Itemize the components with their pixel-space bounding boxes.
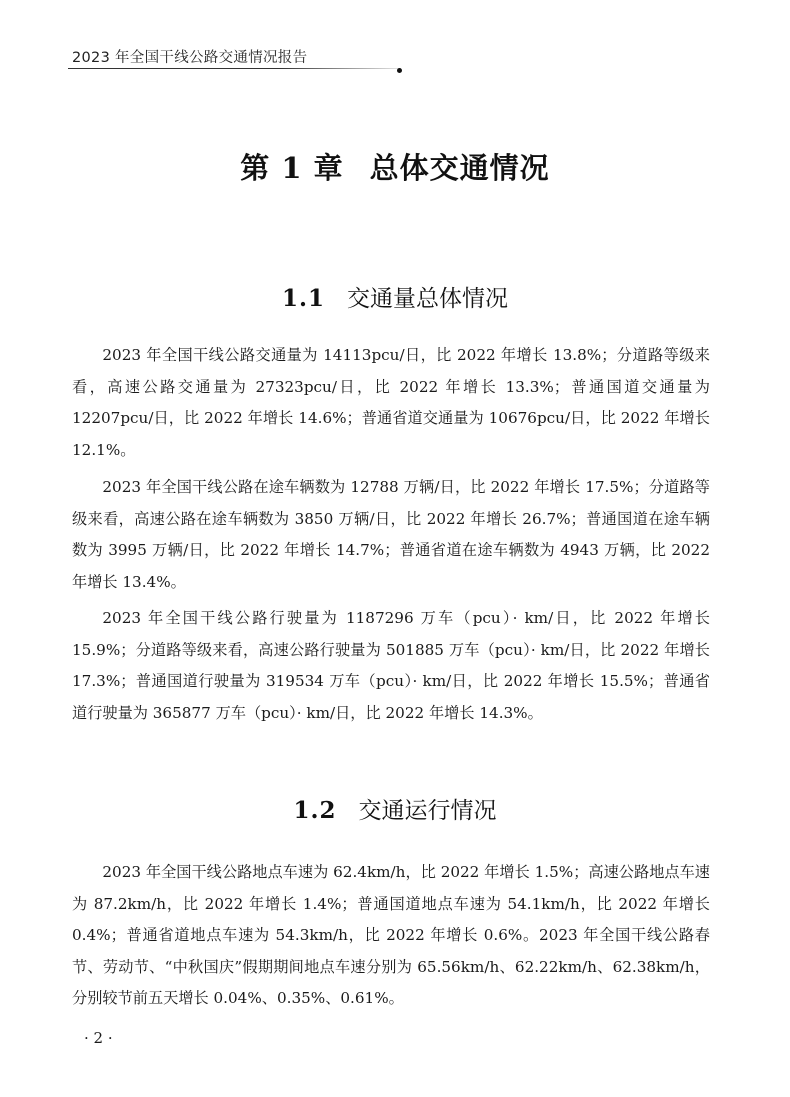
chapter-heading: 总体交通情况 (369, 151, 550, 185)
paragraph-traffic-volume: 2023 年全国干线公路交通量为 14113pcu/日，比 2022 年增长 13.8%；分道路等级来看，高速公路交通量为 27323pcu/日，比 2022 年增长 13.3%；普通国道交通量为 12207pcu/日，比 2022 年增长 14.6%；普通省道交通量为 10676pcu/日，比 2022 年增长 12.1%。 (72, 346, 710, 459)
section-title-1-1 (0, 280, 790, 313)
section-number: 1.2 (293, 797, 337, 824)
header-rule-fade (280, 68, 398, 70)
section-heading: 交通运行情况 (358, 798, 497, 824)
paragraph-vehicle-km: 2023 年全国干线公路行驶量为 1187296 万车（pcu）· km/日，比 2022 年增长 15.9%；分道路等级来看，高速公路行驶量为 501885 万车（pcu）· km/日，比 2022 年增长 17.3%；普通国道行驶量为 319534 万车（pcu）· km/日，比 2022 年增长 15.5%；普通省道行驶量为 365877 万车（pcu）· km/日，比 2022 年增长 14.3%。 (72, 609, 710, 722)
chapter-number: 第 1 章 (240, 151, 344, 185)
page-number: · 2 · (84, 1029, 113, 1047)
section-title-1-2 (0, 792, 790, 825)
chapter-title (0, 146, 790, 187)
running-header: 2023 年全国干线公路交通情况报告 (72, 50, 308, 66)
paragraph-vehicles-on-road: 2023 年全国干线公路在途车辆数为 12788 万辆/日，比 2022 年增长 17.5%；分道路等级来看，高速公路在途车辆数为 3850 万辆/日，比 2022 年增长 26.7%；普通国道在途车辆数为 3995 万辆/日，比 2022 年增长 14.7%；普通省道在途车辆数为 4943 万辆，比 2022 年增长 13.4%。 (72, 478, 710, 591)
header-dot (397, 68, 402, 73)
section-number: 1.1 (281, 285, 325, 312)
paragraph-spot-speed: 2023 年全国干线公路地点车速为 62.4km/h，比 2022 年增长 1.5%；高速公路地点车速为 87.2km/h，比 2022 年增长 1.4%；普通国道地点车速为 54.1km/h，比 2022 年增长 0.4%；普通省道地点车速为 54.3km/h，比 2022 年增长 0.6%。2023 年全国干线公路春节、劳动节、“中秋国庆”假期期间地点车速分别为 65.56km/h、62.22km/h、62.38km/h，分别较节前五天增长 0.04%、0.35%、0.61%。 (72, 863, 710, 1007)
section-heading: 交通量总体情况 (347, 286, 508, 312)
